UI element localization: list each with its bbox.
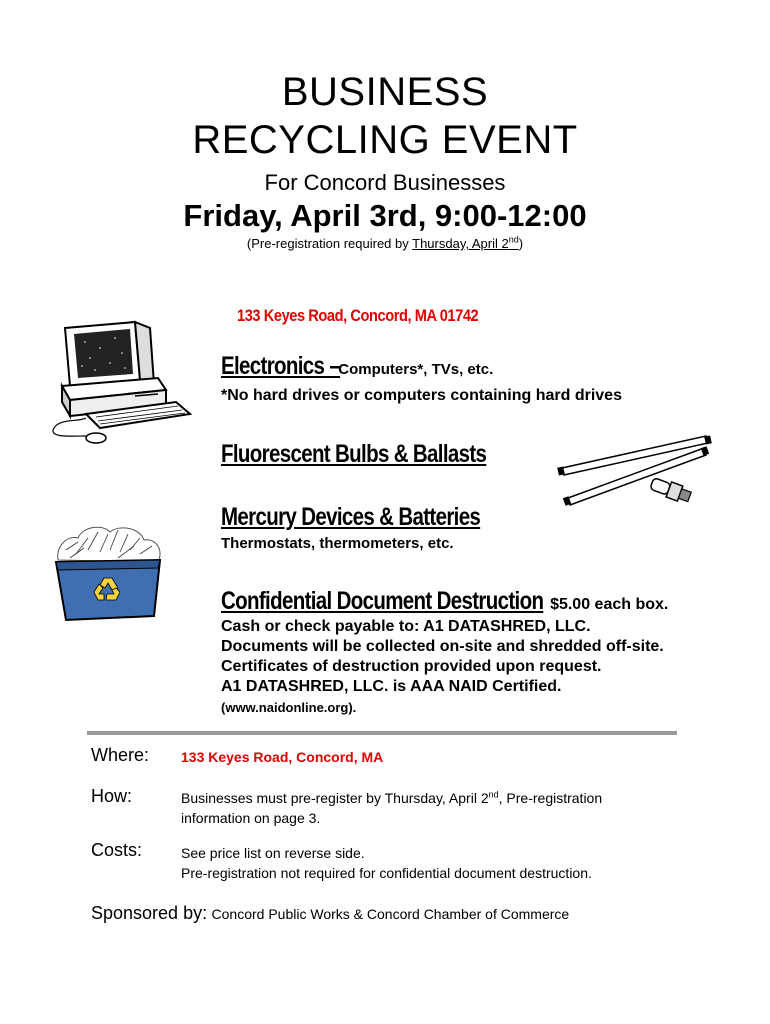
mercury-heading: Mercury Devices & Batteries [221,503,481,531]
how-line-1 [181,788,602,808]
electronics-heading: Electronics – [221,352,341,380]
how-label: How: [91,786,133,806]
shred-line-2: Documents will be collected on-site and shredded off-site. [221,638,664,655]
title-line-2: RECYCLING EVENT [192,118,578,162]
event-address: 133 Keyes Road, Concord, MA 01742 [237,306,479,325]
electronics-detail: Computers*, TVs, etc. [338,361,494,378]
costs-line-1: See price list on reverse side. [181,845,365,861]
title-line-1: BUSINESS [281,70,489,114]
shred-line [221,587,732,616]
shred-line-4: A1 DATASHRED, LLC. is AAA NAID Certified. [221,678,562,695]
computer-icon [40,318,200,458]
divider [87,731,677,735]
prereg-suffix: ) [518,236,524,251]
where-value: 133 Keyes Road, Concord, MA [181,749,384,765]
fluorescent-bulbs-icon [556,430,726,510]
prereg-sup: nd [508,234,519,245]
shred-heading: Confidential Document Destruction [221,587,544,615]
shred-line-3: Certificates of destruction provided upon request. [221,658,602,675]
prereg-prefix: (Pre-registration required by [246,236,413,251]
recycling-bin-icon [48,520,168,625]
event-date: Friday, April 3rd, 9:00-12:00 [183,198,587,233]
electronics-line [221,352,521,381]
prereg-note [0,236,770,251]
costs-line-2: Pre-registration not required for confidential document destruction. [181,865,592,881]
fluorescent-heading: Fluorescent Bulbs & Ballasts [221,440,487,468]
shred-line-5: (www.naidonline.org). [221,700,357,715]
sponsored-label: Sponsored by: [91,903,208,923]
mercury-detail: Thermostats, thermometers, etc. [221,535,454,552]
prereg-date: Thursday, April 2 [412,236,509,251]
electronics-note: *No hard drives or computers containing hard drives [221,387,622,404]
sponsored-value: Concord Public Works & Concord Chamber of Commerce [211,906,570,922]
shred-price: $5.00 each box. [550,596,669,613]
subtitle: For Concord Businesses [264,170,506,195]
costs-label: Costs: [91,840,143,860]
how-suffix: , Pre-registration [498,790,603,806]
shred-line-1: Cash or check payable to: A1 DATASHRED, LLC. [221,618,591,635]
sponsored-line [91,903,569,924]
how-prefix: Businesses must pre-register by Thursday, April 2 [181,790,489,806]
how-sup: nd [488,789,499,800]
where-label: Where: [91,745,150,765]
how-line-2: information on page 3. [181,810,321,826]
